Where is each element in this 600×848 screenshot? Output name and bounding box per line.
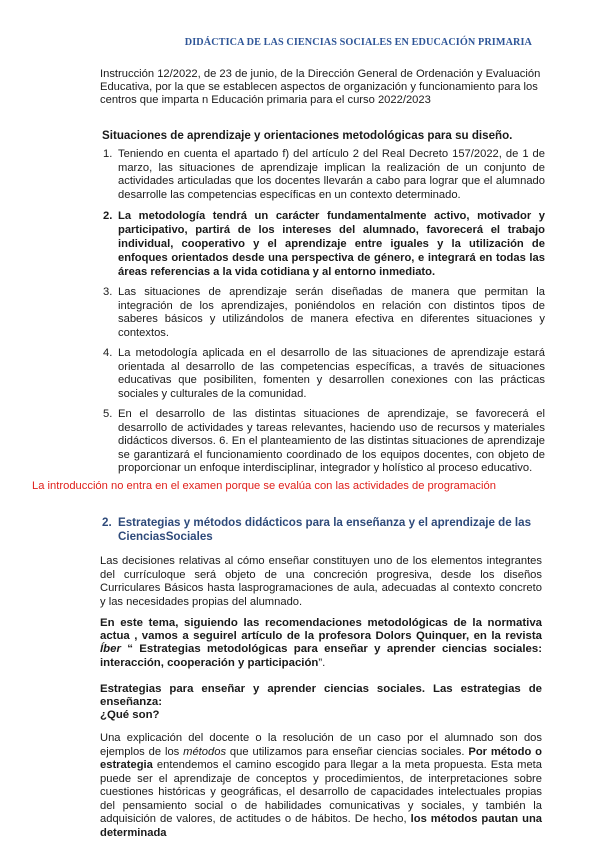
paragraph-strategies-heading: [100, 683, 542, 723]
list-item-number: 1.: [103, 148, 113, 160]
list-item-number: 2.: [103, 210, 113, 222]
list-item: [101, 347, 545, 401]
list-item-number: 3.: [103, 286, 113, 298]
list-item-text: La metodología tendrá un carácter fundamentalmente activo, motivador y participativo, partirá de los intereses del alumnado, favorecerá el trabajo individual, cooperativo y el aprendizaje entre iguales y la utilización de enfoques orientados desde una perspectiva de género, e integrará en todas las áreas referencias a la vida cotidiana y al entorno inmediato.: [118, 210, 545, 278]
list-item: [101, 286, 545, 340]
list-item: [101, 408, 545, 476]
section2-title-line2: CienciasSociales: [118, 529, 213, 543]
list-item-text: Teniendo en cuenta el apartado f) del artículo 2 del Real Decreto 157/2022, de 1 de marzo, las situaciones de aprendizaje implican la realización de un conjunto de actividades articuladas que los docentes llevarán a cabo para lograr que el alumnado desarrolle las competencias específicas en un contexto determinado.: [118, 148, 545, 201]
p3-line2: ¿Qué son?: [100, 709, 160, 722]
paragraph-quinquer: [100, 617, 542, 670]
p4-b: que utilizamos para enseñar ciencias sociales.: [226, 745, 469, 758]
list-item-text: En el desarrollo de las distintas situaciones de aprendizaje, se favorecerá el desarrollo de actividades y tareas relevantes, haciendo uso de recursos y materiales didácticos diversos. 6. En el planteamiento de las distintas situaciones de aprendizaje se garantizará el funcionamiento coordinado de los equipos docentes, con objeto de proporcionar un enfoque interdisciplinar, integrador y holístico al proceso educativo.: [118, 408, 545, 474]
list-item-text: La metodología aplicada en el desarrollo de las situaciones de aprendizaje estará orientada al desarrollo de las competencias específicas, a través de situaciones educativas que posibiliten, fomenten y desarrollen conexiones con las prácticas sociales y culturales de la comunidad.: [118, 347, 545, 400]
p2-text: En este tema, siguiendo las recomendaciones metodológicas de la normativa actua , vamos a seguirel artículo de la profesora Dolors Quinquer, en la revista: [100, 617, 542, 643]
journal-name: Íber: [100, 643, 121, 656]
section2-title-line1: [102, 516, 542, 530]
section1-title: Situaciones de aprendizaje y orientaciones metodológicas para su diseño.: [102, 129, 513, 142]
section2-number: 2.: [102, 516, 112, 529]
section2-heading: [102, 516, 542, 543]
section2-title-text: Estrategias y métodos didácticos para la enseñanza y el aprendizaje de las: [118, 516, 532, 529]
p4-bold: Por método o estrategia: [100, 745, 542, 771]
p2-article-title: “ Estrategias metodológicas para enseñar y aprender ciencias sociales: interacción, cooperación y participación: [100, 643, 542, 669]
list-item-text: Las situaciones de aprendizaje serán diseñadas de manera que permitan la integración de los aprendizajes, poniéndolos en relación con distintos tipos de saberes básicos y utilizándolos de manera efectiva en diferentes situaciones y contextos.: [118, 286, 545, 339]
intro-paragraph: Instrucción 12/2022, de 23 de junio, de la Dirección General de Ordenación y Evaluación Educativa, por la que se establecen aspectos de organización y funcionamiento para los centros que imparta n Educación primaria para el curso 2022/2023: [100, 68, 541, 107]
paragraph-methods: [100, 732, 542, 840]
list-item-number: 4.: [103, 347, 113, 359]
exam-note: La introducción no entra en el examen porque se evalúa con las actividades de programación: [32, 480, 496, 492]
page-header: DIDÁCTICA DE LAS CIENCIAS SOCIALES EN EDUCACIÓN PRIMARIA: [184, 37, 532, 48]
p2-end: ”.: [318, 656, 326, 669]
p3-line1: Estrategias para enseñar y aprender ciencias sociales. Las estrategias de enseñanza:: [100, 683, 542, 709]
section1-list: [101, 148, 545, 483]
p4-bold2: los métodos pautan una determinada: [100, 813, 543, 839]
p4-c: entendemos el camino escogido para llegar a la meta propuesta. Esta meta puede ser el aprendizaje de conceptos y procedimientos, de interpretaciones sobre cuestiones históricas y geográficas, el desarrollo de capacidades intelectuales propias del pensamiento social o de habilidades comunicativas y sociales, y también la adquisición de valores, de actitudes o de hábitos. De hecho,: [100, 759, 542, 825]
list-item-number: 5.: [103, 408, 113, 420]
list-item: [101, 148, 545, 202]
p4-a: Una explicación del docente o la resolución de un caso por el alumnado son dos ejemplos de los: [100, 732, 542, 758]
paragraph-decisions: Las decisiones relativas al cómo enseñar constituyen uno de los elementos integrantes del currículoque será objeto de una concreción progresiva, desde los diseños Curriculares Básicos hasta lasprogramaciones de aula, adecuadas al contexto concreto y las necesidades propias del alumnado.: [100, 555, 542, 608]
list-item: [101, 209, 545, 279]
p4-italic: métodos: [183, 745, 227, 758]
